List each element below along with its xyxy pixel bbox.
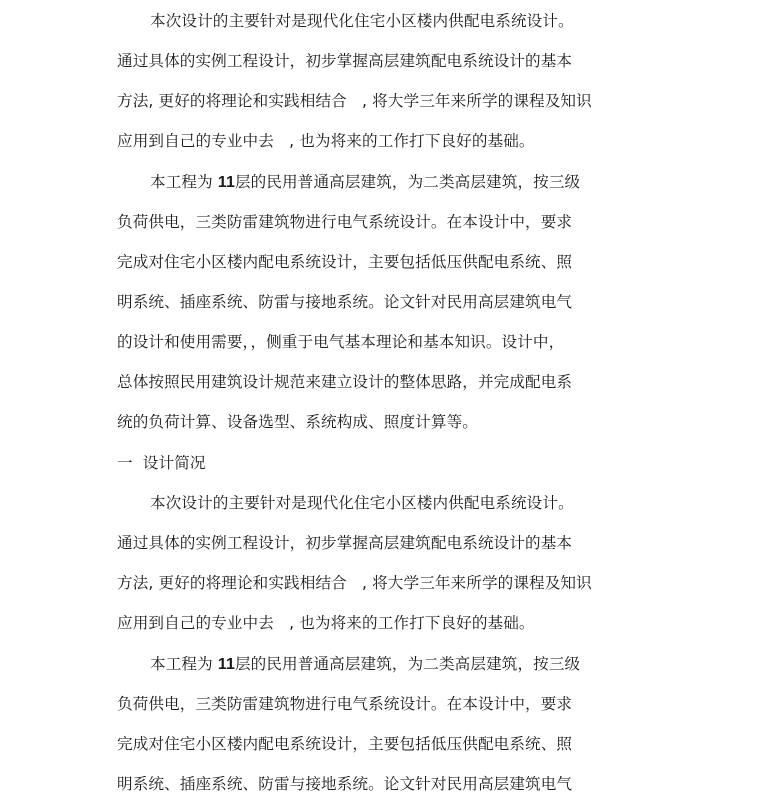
text-line: 明系统、插座系统、防雷与接地系统。论文针对民用高层建筑电气 bbox=[117, 293, 573, 311]
text-line: 负荷供电，三类防雷建筑物进行电气系统设计。在本设计中，要求 bbox=[117, 213, 573, 231]
text-line: 统的负荷计算、设备选型、系统构成、照度计算等。 bbox=[117, 413, 478, 431]
text-fragment: 层的民用普通高层建筑，为二类高层建筑，按三级 bbox=[234, 173, 581, 191]
text-line: 通过具体的实例工程设计，初步掌握高层建筑配电系统设计的基本 bbox=[117, 52, 573, 70]
text-line: 方法, 更好的将理论和实践相结合 , 将大学三年来所学的课程及知识 bbox=[117, 92, 592, 110]
text-line bbox=[150, 170, 580, 194]
text-line: 总体按照民用建筑设计规范来建立设计的整体思路，并完成配电系 bbox=[117, 373, 573, 391]
text-line: 负荷供电，三类防雷建筑物进行电气系统设计。在本设计中，要求 bbox=[117, 695, 573, 713]
text-line: 的设计和使用需要，，侧重于电气基本理论和基本知识。设计中， bbox=[117, 333, 565, 351]
text-line: 完成对住宅小区楼内配电系统设计，主要包括低压供配电系统、照 bbox=[117, 253, 573, 271]
text-line: 本次设计的主要针对是现代化住宅小区楼内供配电系统设计。 bbox=[150, 12, 574, 30]
floor-count: 11 bbox=[217, 174, 235, 191]
text-line: 明系统、插座系统、防雷与接地系统。论文针对民用高层建筑电气 bbox=[117, 775, 573, 793]
text-line: 通过具体的实例工程设计，初步掌握高层建筑配电系统设计的基本 bbox=[117, 534, 573, 552]
text-line bbox=[150, 652, 580, 676]
text-fragment: 本工程为 bbox=[150, 655, 218, 673]
text-line: 应用到自己的专业中去 , 也为将来的工作打下良好的基础。 bbox=[117, 614, 535, 632]
section-heading: 一 设计简况 bbox=[117, 454, 206, 472]
text-fragment: 本工程为 bbox=[150, 173, 218, 191]
text-line: 本次设计的主要针对是现代化住宅小区楼内供配电系统设计。 bbox=[150, 494, 574, 512]
text-line: 应用到自己的专业中去 , 也为将来的工作打下良好的基础。 bbox=[117, 132, 535, 150]
text-line: 完成对住宅小区楼内配电系统设计，主要包括低压供配电系统、照 bbox=[117, 735, 573, 753]
text-fragment: 层的民用普通高层建筑，为二类高层建筑，按三级 bbox=[234, 655, 581, 673]
text-line: 方法, 更好的将理论和实践相结合 , 将大学三年来所学的课程及知识 bbox=[117, 574, 592, 592]
floor-count: 11 bbox=[217, 656, 235, 673]
